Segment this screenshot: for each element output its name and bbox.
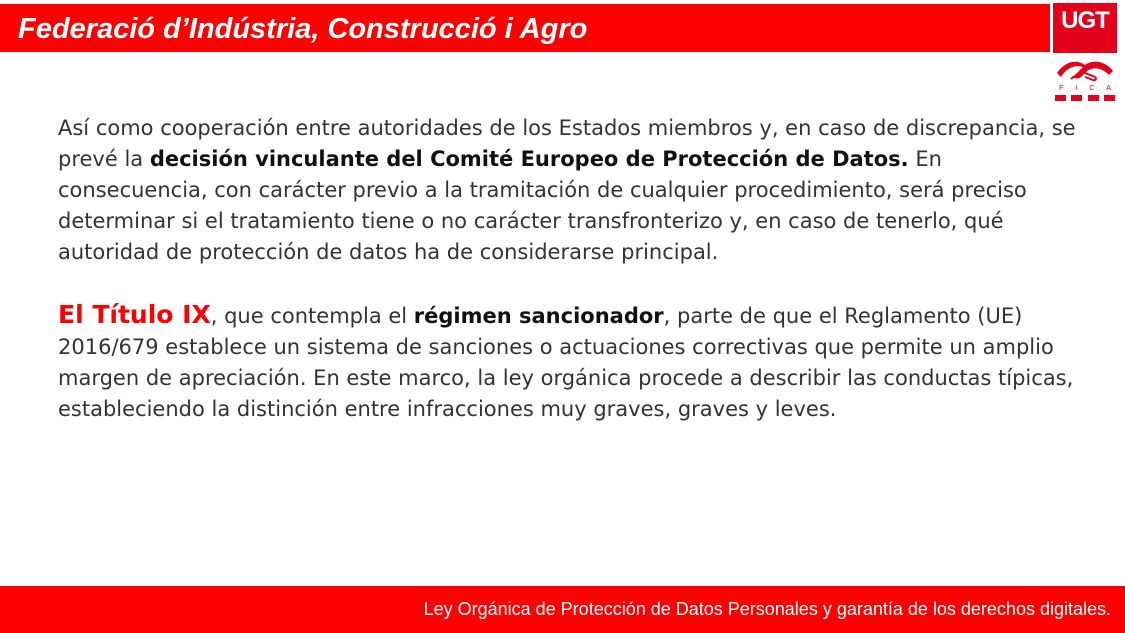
paragraph-1-text-a: Así como cooperación entre autoridades de los Estados miembros y, en caso de discrepancia, se prevé la xyxy=(58,116,1076,171)
footer-bar xyxy=(0,586,1125,633)
logo-block xyxy=(1104,95,1115,101)
header-title: Federació d’Indústria, Construcció i Agro xyxy=(18,13,588,45)
slide-content xyxy=(58,113,1088,425)
logo-letter: I xyxy=(1075,85,1078,92)
header-bar xyxy=(0,4,1050,52)
paragraph-2-bold: régimen sancionador xyxy=(413,304,664,328)
paragraph-2 xyxy=(58,299,1088,425)
paragraph-1-text-b: En consecuencia, con carácter previo a la tramitación de cualquier procedimiento, será preciso determinar si el tratamiento tiene o no carácter transfronterizo y, en caso de tenerlo, qué autoridad de protección de datos ha de considerarse principal. xyxy=(58,147,1027,264)
logo-text: UGT xyxy=(1061,7,1109,34)
logo-block xyxy=(1071,95,1082,101)
paragraph-1 xyxy=(58,113,1088,268)
ugt-fica-logo xyxy=(1053,3,1117,103)
paragraph-2-text-b: , parte de que el Reglamento (UE) 2016/679 establece un sistema de sanciones o actuaciones correctivas que permite un amplio margen de apreciación. En este marco, la ley orgánica procede a describir las conductas típicas, estableciendo la distinción entre infracciones muy graves, graves y leves. xyxy=(58,304,1074,421)
paragraph-1-bold: decisión vinculante del Comité Europeo de Protección de Datos. xyxy=(149,147,909,171)
logo-fica-letters xyxy=(1053,85,1117,93)
logo-block xyxy=(1055,95,1066,101)
logo-letter: F xyxy=(1059,85,1064,92)
logo-block xyxy=(1088,95,1099,101)
handshake-icon xyxy=(1055,53,1115,85)
logo-box xyxy=(1053,3,1117,53)
logo-letter: A xyxy=(1106,85,1111,92)
footer-text: Ley Orgánica de Protección de Datos Personales y garantía de los derechos digitales. xyxy=(423,599,1111,619)
paragraph-2-text-a: , que contempla el xyxy=(210,304,414,328)
logo-fica-blocks xyxy=(1055,95,1115,101)
logo-letter: C xyxy=(1089,85,1095,92)
titulo-heading: El Título IX xyxy=(58,300,211,329)
